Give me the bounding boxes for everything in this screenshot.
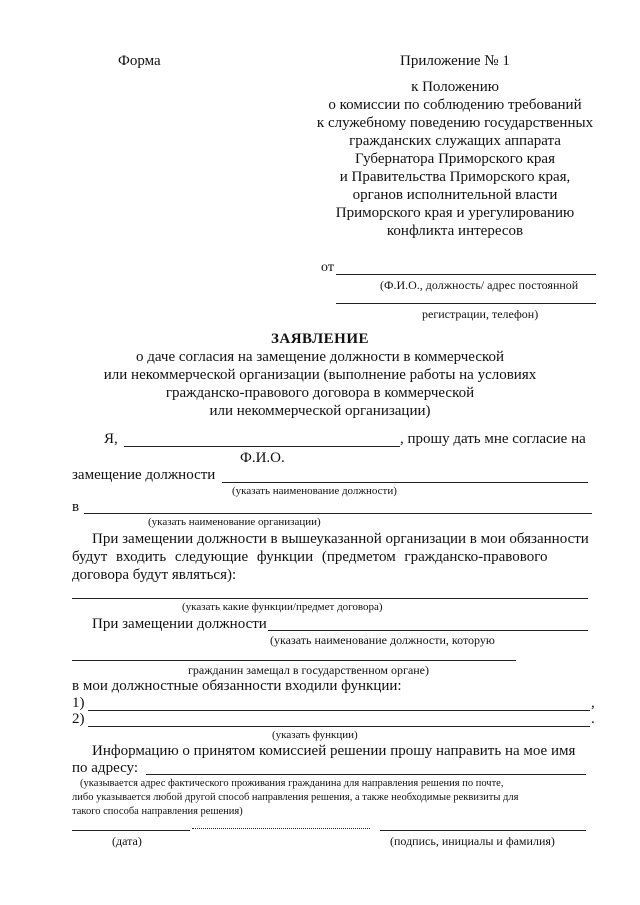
dotted-separator xyxy=(192,828,370,829)
header-line: гражданских служащих аппарата xyxy=(349,133,561,149)
form-label: Форма xyxy=(118,53,161,69)
duty-item-1-line[interactable] xyxy=(88,710,590,711)
from-field-line-2[interactable] xyxy=(336,303,596,304)
position-hint: (указать наименование должности) xyxy=(232,485,397,497)
subtitle-line: или некоммерческой организации) xyxy=(209,403,431,419)
duties-hint: (указать функции) xyxy=(272,729,358,741)
from-hint-1: (Ф.И.О., должность/ адрес постоянной xyxy=(380,278,579,292)
duty-item-2-line[interactable] xyxy=(88,726,590,727)
duty-item-2-end: . xyxy=(591,711,595,727)
address-hint-line: (указывается адрес фактического проживания гражданина для направления решения по почте, xyxy=(80,778,504,789)
prev-position-hint-2: гражданин замещал в государственном органе) xyxy=(188,663,430,677)
header-line: к Положению xyxy=(411,79,499,95)
paragraph-line: договора будут являться): xyxy=(72,567,237,583)
paragraph-line: При замещении должности в вышеуказанной организации в мои обязанности xyxy=(92,531,589,547)
fio-field-line[interactable] xyxy=(124,446,400,447)
subtitle-line: о даче согласия на замещение должности в коммерческой xyxy=(135,349,505,365)
header-line: Приморского края и урегулированию xyxy=(335,205,575,221)
signature-field-line[interactable] xyxy=(380,830,586,831)
prev-position-label: При замещении должности xyxy=(92,616,267,632)
in-label: в xyxy=(72,499,80,515)
address-label: по адресу: xyxy=(72,760,139,776)
address-hint-line: такого способа направления решения) xyxy=(72,806,243,817)
functions-hint: (указать какие функции/предмет договора) xyxy=(182,601,383,613)
duties-intro: в мои должностные обязанности входили функции: xyxy=(72,678,402,694)
signature-hint: (подпись, инициалы и фамилия) xyxy=(390,834,555,848)
duty-item-2-number: 2) xyxy=(72,711,85,727)
duty-item-1-number: 1) xyxy=(72,695,85,711)
position-field-line[interactable] xyxy=(222,482,588,483)
appendix-label: Приложение № 1 xyxy=(400,53,510,69)
from-hint-2: регистрации, телефон) xyxy=(422,307,539,321)
header-line: и Правительства Приморского края, xyxy=(339,169,571,185)
header-line: конфликта интересов xyxy=(386,223,524,239)
address-field-line[interactable] xyxy=(146,774,586,775)
header-line: о комиссии по соблюдению требований xyxy=(328,97,582,113)
date-field-line[interactable] xyxy=(72,830,190,831)
organization-field-line[interactable] xyxy=(84,513,592,514)
i-label: Я, xyxy=(104,431,118,447)
header-line: органов исполнительной власти xyxy=(352,187,558,203)
subtitle-line: или некоммерческой организации (выполнение работы на условиях xyxy=(103,367,537,383)
prev-position-field-line-2[interactable] xyxy=(72,660,516,661)
date-hint: (дата) xyxy=(112,834,142,848)
organization-hint: (указать наименование организации) xyxy=(148,516,321,528)
request-text: , прошу дать мне согласие на xyxy=(400,431,586,447)
prev-position-hint-1: (указать наименование должности, которую xyxy=(270,633,495,647)
document-title: ЗАЯВЛЕНИЕ xyxy=(270,331,370,347)
header-line: Губернатора Приморского края xyxy=(355,151,555,167)
paragraph-line: Информацию о принятом комиссией решении прошу направить на мое имя xyxy=(92,743,576,759)
paragraph-line: будут входить следующие функции (предметом гражданско-правового xyxy=(72,549,548,565)
address-hint-line: либо указывается любой другой способ направления решения, а также необходимые реквизиты для xyxy=(72,792,519,803)
subtitle-line: гражданско-правового договора в коммерческой xyxy=(165,385,475,401)
from-label: от xyxy=(321,260,334,275)
header-line: к служебному поведению государственных xyxy=(316,115,594,131)
position-label: замещение должности xyxy=(72,467,216,483)
duty-item-1-end: , xyxy=(591,695,595,711)
from-field-line[interactable] xyxy=(336,274,596,275)
prev-position-field-line[interactable] xyxy=(268,630,588,631)
functions-field-line[interactable] xyxy=(72,598,588,599)
fio-hint: Ф.И.О. xyxy=(240,450,285,466)
